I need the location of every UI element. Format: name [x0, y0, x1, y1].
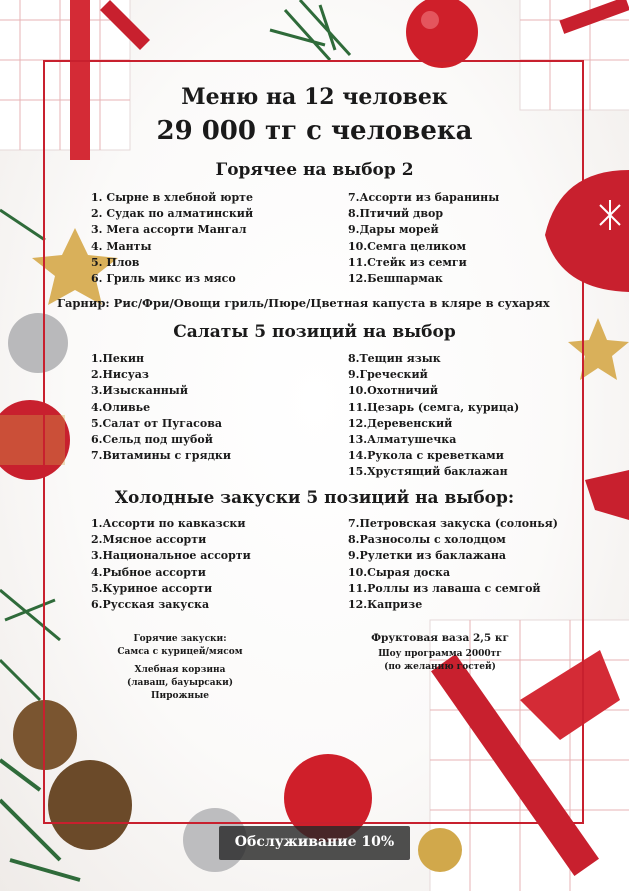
- garnish-line: Гарнир: Рис/Фри/Овощи гриль/Пюре/Цветная капуста в кляре в сухарях: [57, 296, 550, 310]
- hot-snacks-title: Горячие закуски:: [133, 634, 227, 644]
- list-item: 3.Национальное ассорти: [91, 549, 251, 563]
- list-item: 9.Греческий: [348, 368, 428, 382]
- salads-list-left: [91, 351, 231, 464]
- list-item: 7.Витамины с грядки: [91, 449, 232, 463]
- list-item: 2. Судак по алматинский: [91, 207, 254, 221]
- cold-list-right: [348, 516, 558, 613]
- extras-left: [100, 633, 260, 703]
- ornament-red-top-icon: [406, 0, 478, 68]
- show-program-note: (по желанию гостей): [384, 662, 496, 672]
- list-item: 12.Деревенский: [348, 416, 453, 430]
- list-item: 5. Плов: [91, 255, 140, 269]
- list-item: 7.Петровская закуска (солонья): [348, 517, 558, 530]
- list-item: 12.Капризе: [348, 598, 423, 612]
- bread-basket: Хлебная корзина: [134, 665, 226, 675]
- hot-heading: Горячее на выбор 2: [215, 160, 414, 180]
- bread-basket-contents: (лаваш, бауырсаки): [126, 678, 234, 688]
- list-item: 8.Разносолы с холодцом: [348, 533, 506, 547]
- list-item: 6.Русская закуска: [91, 598, 210, 612]
- fruit-vase: Фруктовая ваза 2,5 кг: [371, 632, 509, 644]
- list-item: 10.Семга целиком: [348, 239, 467, 253]
- list-item: 8.Птичий двор: [348, 207, 444, 221]
- service-charge: Обслуживание 10%: [234, 834, 395, 850]
- list-item: 4.Рыбное ассорти: [91, 565, 206, 579]
- list-item: 2.Мясное ассорти: [91, 533, 207, 547]
- hot-snacks-item: Самса с курицей/мясом: [117, 647, 243, 657]
- list-item: 12.Бешпармак: [348, 272, 443, 286]
- list-item: 15.Хрустящий баклажан: [348, 465, 508, 479]
- list-item: 8.Тещин язык: [348, 352, 441, 365]
- list-item: 9.Дары морей: [348, 223, 439, 237]
- list-item: 11.Роллы из лаваша с семгой: [348, 581, 541, 595]
- list-item: 4.Оливье: [91, 400, 151, 414]
- list-item: 5.Куриное ассорти: [91, 581, 213, 595]
- salads-list-right: [348, 351, 519, 481]
- hot-list-left: [91, 190, 253, 287]
- cold-list-left: [91, 516, 251, 613]
- pastries: Пирожные: [151, 691, 209, 701]
- list-item: 5.Салат от Пугасова: [91, 416, 222, 430]
- list-item: 11.Стейк из семги: [348, 255, 467, 269]
- list-item: 2.Нисуаз: [91, 368, 149, 382]
- show-program: Шоу программа 2000тг: [378, 649, 502, 659]
- list-item: 1. Сырне в хлебной юрте: [91, 191, 253, 204]
- list-item: 14.Рукола с креветками: [348, 449, 504, 463]
- list-item: 3.Изысканный: [91, 384, 188, 398]
- list-item: 9.Рулетки из баклажана: [348, 549, 507, 563]
- list-item: 7.Ассорти из баранины: [348, 191, 500, 204]
- list-item: 11.Цезарь (семга, курица): [348, 400, 520, 414]
- list-item: 6. Гриль микс из мясо: [91, 272, 236, 286]
- hot-list-right: [348, 190, 499, 287]
- menu-title: Меню на 12 человек: [181, 84, 448, 110]
- extras-right: [360, 632, 520, 674]
- list-item: 6.Сельд под шубой: [91, 433, 213, 447]
- list-item: 10.Сырая доска: [348, 565, 451, 579]
- list-item: 1.Пекин: [91, 352, 145, 365]
- list-item: 4. Манты: [91, 239, 152, 253]
- list-item: 10.Охотничий: [348, 384, 439, 398]
- list-item: 3. Мега ассорти Мангал: [91, 223, 247, 237]
- list-item: 13.Алматушечка: [348, 433, 457, 447]
- cold-heading: Холодные закуски 5 позиций на выбор:: [114, 488, 515, 508]
- menu-price: 29 000 тг с человека: [156, 116, 473, 146]
- pine-branch-top-icon: [270, 0, 350, 60]
- salads-heading: Салаты 5 позиций на выбор: [173, 322, 456, 342]
- list-item: 1.Ассорти по кавказски: [91, 517, 246, 530]
